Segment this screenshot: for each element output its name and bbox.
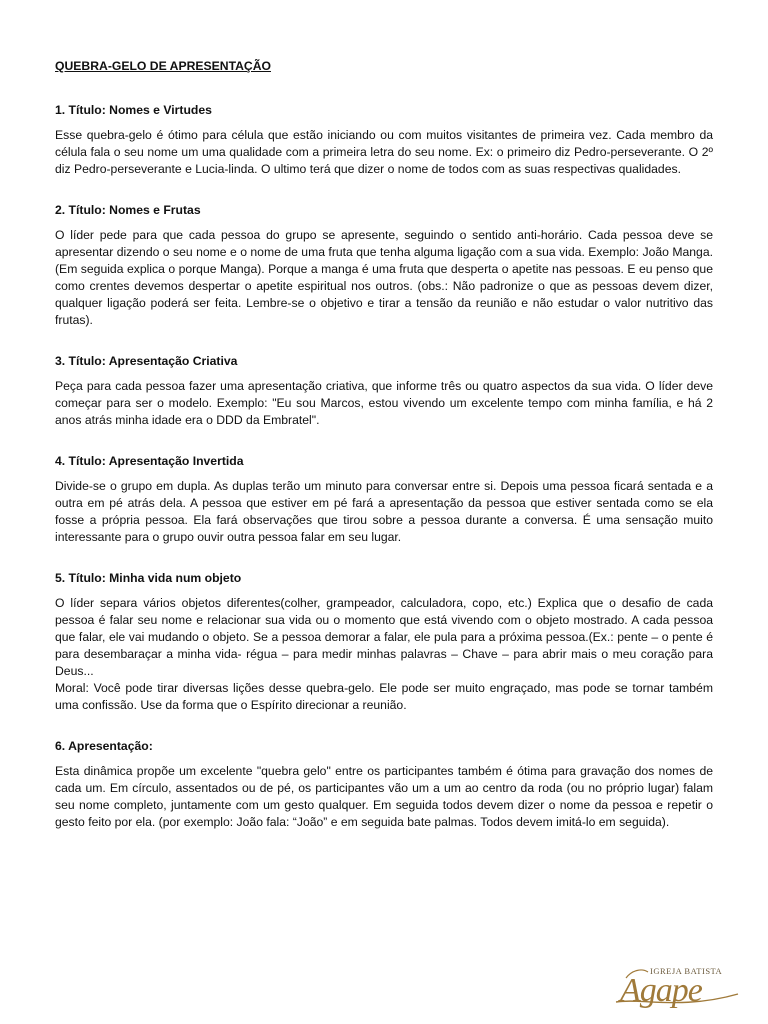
document-title: QUEBRA-GELO DE APRESENTAÇÃO <box>55 59 271 73</box>
section-body: Esta dinâmica propõe um excelente "quebra gelo" entre os participantes também é ótima para gravação dos nomes de cada um. Em círculo, assentados ou de pé, os participantes vão um a um ao centro da roda (ou no próprio lugar) falam seu nome completo, juntamente com um gesto qualquer. Em seguida todos devem dizer o nome da pessoa e repetir o gesto feito por ela. (por exemplo: João fala: “João” e em seguida bate palmas. Todos devem imitá-lo em seguida). <box>55 764 713 829</box>
section-4 <box>55 453 713 546</box>
section-2 <box>55 202 713 329</box>
section-heading: 1. Título: Nomes e Virtudes <box>55 103 212 117</box>
section-heading: 2. Título: Nomes e Frutas <box>55 203 201 217</box>
logo-small-text: IGREJA BATISTA <box>650 966 723 976</box>
section-heading: 6. Apresentação: <box>55 739 153 753</box>
section-body: Peça para cada pessoa fazer uma apresentação criativa, que informe três ou quatro aspectos da sua vida. O líder deve começar para ser o modelo. Exemplo: "Eu sou Marcos, estou vivendo um excelente tempo com minha família, e há 2 anos atrás minha idade era o DDD da Embratel". <box>55 379 713 427</box>
section-heading: 4. Título: Apresentação Invertida <box>55 454 244 468</box>
section-moral: Moral: Você pode tirar diversas lições desse quebra-gelo. Ele pode ser muito engraçado, mas pode se tornar também uma confissão. Use da forma que o Espírito direcionar a reunião. <box>55 681 713 712</box>
section-6 <box>55 738 713 831</box>
logo-big-text: Agape <box>620 972 702 1009</box>
section-heading: 3. Título: Apresentação Criativa <box>55 354 238 368</box>
section-heading: 5. Título: Minha vida num objeto <box>55 571 242 585</box>
section-body: Esse quebra-gelo é ótimo para célula que estão iniciando ou com muitos visitantes de primeira vez. Cada membro da célula fala o seu nome um uma qualidade com a primeira letra do seu nome. Ex: o primeiro diz Pedro-perseverante. O 2º diz Pedro-perseverante e Lucia-linda. O ultimo terá que dizer o nome de todos com as suas respectivas qualidades. <box>55 128 713 176</box>
section-body: Divide-se o grupo em dupla. As duplas terão um minuto para conversar entre si. Depois uma pessoa ficará sentada e a outra em pé atrás dela. A pessoa que estiver em pé fará a apresentação da pessoa que estiver sentada como se ela fosse a própria pessoa. Ela fará observações que tirou sobre a pessoa durante a conversa. É uma sensação muito interessante para o grupo ouvir outra pessoa falar em seu lugar. <box>55 479 713 544</box>
section-body: O líder separa vários objetos diferentes(colher, grampeador, calculadora, copo, etc.) Explica que o desafio de cada pessoa é falar seu nome e relacionar sua vida ou o momento que está vivendo com o objeto mostrado. A cada pessoa que falar, ele vai mudando o objeto. Se a pessoa demorar a falar, ele pula para a próxima pessoa.(Ex.: pente – o pente é para desembaraçar a minha vida- régua – para medir minhas palavras – Chave – para abrir mais o meu coração para Deus... <box>55 596 713 678</box>
section-3 <box>55 353 713 429</box>
church-logo <box>612 958 744 1012</box>
section-1 <box>55 102 713 178</box>
section-body: O líder pede para que cada pessoa do grupo se apresente, seguindo o sentido anti-horário. Cada pessoa deve se apresentar dizendo o seu nome e o nome de uma fruta que tenha alguma ligação com a sua vida. Exemplo: João Manga. (Em seguida explica o porque Manga). Porque a manga é uma fruta que desperta o apetite nas pessoas. E eu penso que como crentes devemos despertar o apetite espiritual nos outros. (obs.: Não padronize o que as pessoas devem dizer, qualquer ligação poderá ser feita. Lembre-se o objetivo e tirar a tensão da reunião e não estudar o valor nutritivo das frutas). <box>55 228 713 327</box>
document-content <box>55 58 713 855</box>
section-5 <box>55 570 713 714</box>
